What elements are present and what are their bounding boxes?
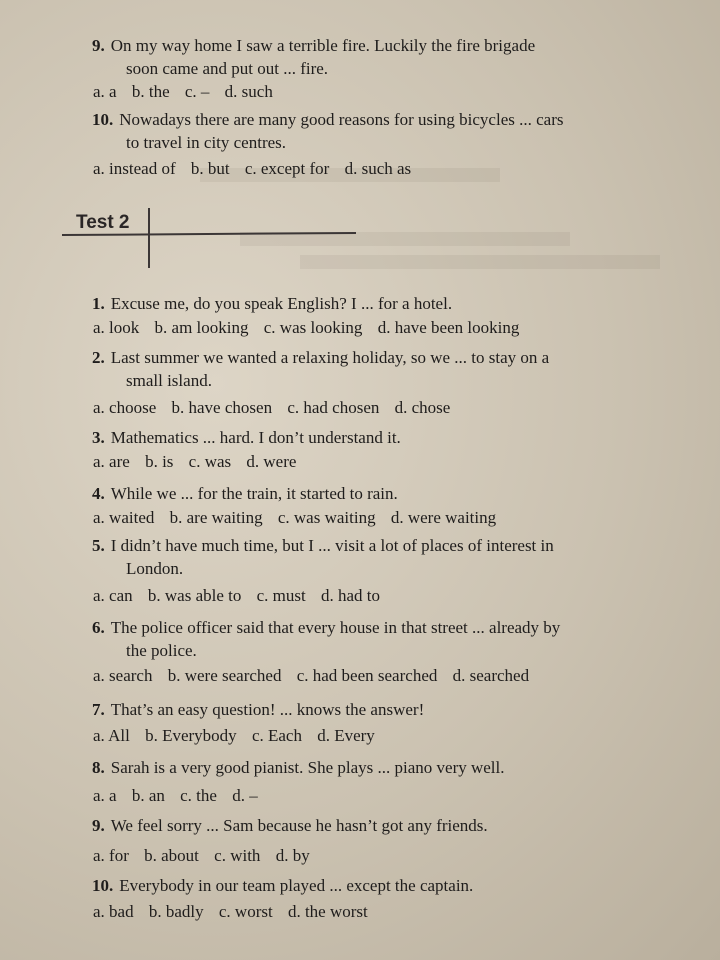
options-4: a. waited b. are waiting c. was waiting d. were waiting [93,508,497,527]
question-4: 4. While we ... for the train, it started to rain. [92,484,398,503]
question-9: 9. We feel sorry ... Sam because he hasn’t got any friends. [92,816,488,835]
options-1: a. look b. am looking c. was looking d. have been looking [93,318,520,337]
question-prev-9: 9. On my way home I saw a terrible fire. Luckily the fire brigade soon came and put out ... fire. [92,36,536,78]
question-2: 2. Last summer we wanted a relaxing holiday, so we ... to stay on a small island. [92,348,550,390]
options-prev-9: a. a b. the c. – d. such [93,82,273,101]
options-3: a. are b. is c. was d. were [93,452,297,471]
show-through-mark [300,255,660,269]
question-10: 10. Everybody in our team played ... except the captain. [92,876,474,895]
question-3: 3. Mathematics ... hard. I don’t understand it. [92,428,401,447]
question-7: 7. That’s an easy question! ... knows the answer! [92,700,425,719]
options-7: a. All b. Everybody c. Each d. Every [93,726,375,745]
question-6: 6. The police officer said that every house in that street ... already by the police. [92,618,561,660]
question-1: 1. Excuse me, do you speak English? I ... for a hotel. [92,294,453,313]
options-prev-10: a. instead of b. but c. except for d. such as [93,159,412,178]
options-10: a. bad b. badly c. worst d. the worst [93,902,368,921]
header-rule-vertical [148,208,150,268]
options-5: a. can b. was able to c. must d. had to [93,586,381,605]
options-6: a. search b. were searched c. had been searched d. searched [93,666,530,685]
question-prev-10: 10. Nowadays there are many good reasons for using bicycles ... cars to travel in city centres. [92,110,564,152]
options-2: a. choose b. have chosen c. had chosen d. chose [93,398,451,417]
question-5: 5. I didn’t have much time, but I ... visit a lot of places of interest in London. [92,536,554,578]
options-9: a. for b. about c. with d. by [93,846,310,865]
question-8: 8. Sarah is a very good pianist. She plays ... piano very well. [92,758,505,777]
test-title: Test 2 [76,212,130,233]
options-8: a. a b. an c. the d. – [93,786,258,805]
